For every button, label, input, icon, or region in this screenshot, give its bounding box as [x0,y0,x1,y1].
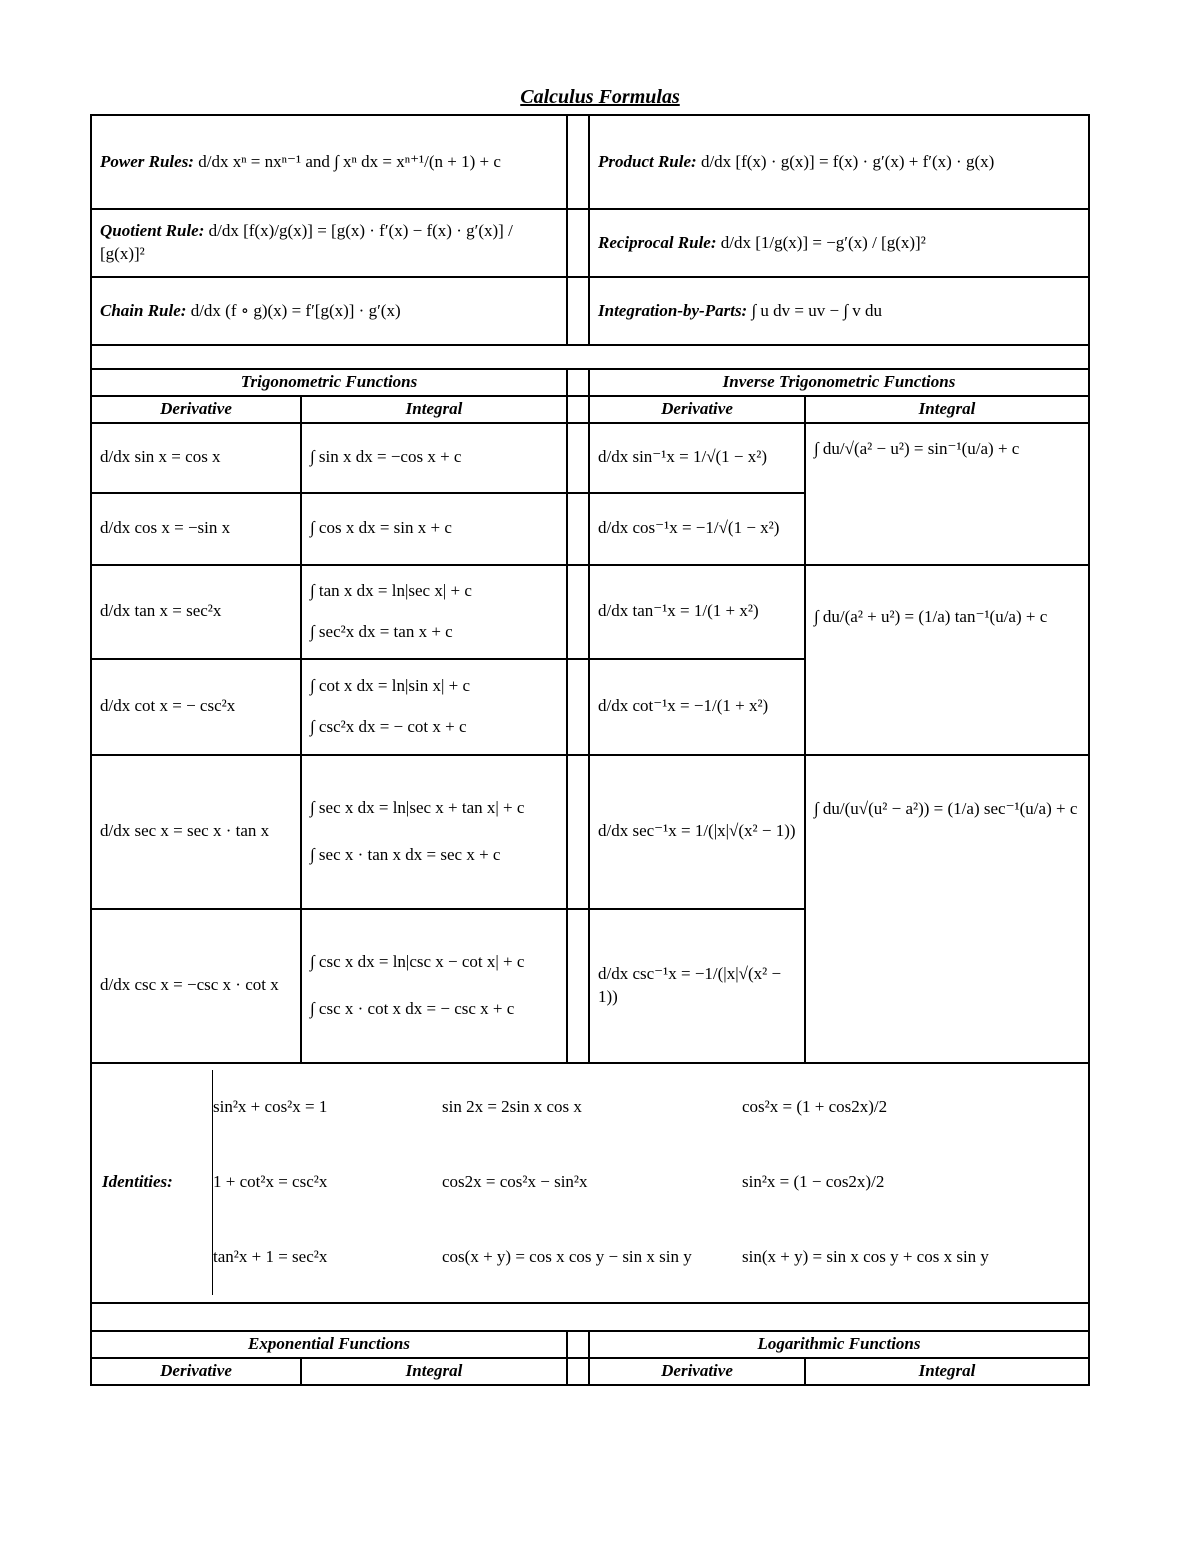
integral-sec-squared-line: ∫ sec²x dx = tan x + c [310,621,453,641]
chain-rule-label: Chain Rule: [100,300,187,320]
integral-csc-squared-line: ∫ csc²x dx = − cot x + c [310,716,467,736]
inverse-trig-derivative-header: Derivative [589,396,805,423]
quotient-rule-label: Quotient Rule: [100,221,205,241]
page-title: Calculus Formulas [520,86,680,108]
trig-derivative-sin: d/dx sin x = cos x [91,423,301,493]
product-rule-label: Product Rule: [598,151,697,171]
trig-derivative-tan: d/dx tan x = sec²x [91,565,301,659]
column-separator [567,1358,589,1385]
trig-derivative-header: Derivative [91,396,301,423]
exponential-section-title: Exponential Functions [91,1331,567,1358]
identity-cot-csc: 1 + cot²x = csc²x [212,1145,442,1220]
column-separator [567,1331,589,1358]
trig-derivative-cot: d/dx cot x = − csc²x [91,659,301,755]
formula-sheet [90,114,1088,1386]
identity-cos-sum: cos(x + y) = cos x cos y − sin x sin y [442,1247,692,1267]
identities-grid [102,1070,1078,1295]
trig-integral-cot [301,659,567,755]
inverse-trig-section-title: Inverse Trigonometric Functions [589,369,1089,396]
column-separator [567,659,589,755]
trig-integral-header: Integral [301,396,567,423]
product-rule-formula: d/dx [f(x) · g(x)] = f(x) · g′(x) + f′(x) · g(x) [700,151,995,171]
formula-table [90,114,1090,1386]
trig-integral-sec [301,755,567,909]
product-rule-cell [589,115,1089,209]
trig-integral-csc [301,909,567,1063]
column-separator [567,369,589,396]
trig-integral-sin: ∫ sin x dx = −cos x + c [301,423,567,493]
inverse-derivative-arccos: d/dx cos⁻¹x = −1/√(1 − x²) [589,493,805,565]
integration-by-parts-label: Integration-by-Parts: [598,300,748,320]
column-separator [567,277,589,345]
integral-csc-cot-line: ∫ csc x · cot x dx = − csc x + c [310,998,515,1018]
trig-derivative-sec: d/dx sec x = sec x · tan x [91,755,301,909]
identity-cos-squared: cos²x = (1 + cos2x)/2 [742,1097,888,1117]
quotient-rule-formula: d/dx [f(x)/g(x)] = [g(x) · f′(x) − f(x) · g′(x)] / [g(x)]² [100,221,513,263]
power-rules-cell [91,115,567,209]
identities-cell [91,1063,1089,1303]
column-separator [567,423,589,493]
column-separator [567,755,589,909]
integral-sec-tan-line: ∫ sec x · tan x dx = sec x + c [310,844,501,864]
power-rules-formula: d/dx xⁿ = nxⁿ⁻¹ and ∫ xⁿ dx = xⁿ⁺¹/(n + 1) + c [198,151,501,171]
inverse-derivative-arcsin: d/dx sin⁻¹x = 1/√(1 − x²) [589,423,805,493]
integral-sec-line: ∫ sec x dx = ln|sec x + tan x| + c [310,797,525,817]
integration-by-parts-cell [589,277,1089,345]
spacer-row [91,1303,1089,1331]
identity-cos-double: cos2x = cos²x − sin²x [442,1172,588,1192]
integration-by-parts-formula: ∫ u dv = uv − ∫ v du [751,300,882,320]
identity-tan-sec: tan²x + 1 = sec²x [212,1220,442,1295]
identity-sin-squared: sin²x = (1 − cos2x)/2 [742,1172,885,1192]
identities-label: Identities: [102,1172,173,1192]
inverse-integral-arcsin: ∫ du/√(a² − u²) = sin⁻¹(u/a) + c [805,423,1089,565]
trig-derivative-cos: d/dx cos x = −sin x [91,493,301,565]
inverse-derivative-arctan: d/dx tan⁻¹x = 1/(1 + x²) [589,565,805,659]
inverse-derivative-arccsc: d/dx csc⁻¹x = −1/(|x|√(x² − 1)) [589,909,805,1063]
logarithmic-section-title: Logarithmic Functions [589,1331,1089,1358]
integral-tan-line: ∫ tan x dx = ln|sec x| + c [310,580,472,600]
reciprocal-rule-label: Reciprocal Rule: [598,232,717,252]
integral-csc-line: ∫ csc x dx = ln|csc x − cot x| + c [310,951,525,971]
identity-pythagorean: sin²x + cos²x = 1 [212,1070,442,1145]
chain-rule-formula: d/dx (f ∘ g)(x) = f′[g(x)] · g′(x) [190,300,401,320]
trig-integral-cos: ∫ cos x dx = sin x + c [301,493,567,565]
chain-rule-cell [91,277,567,345]
column-separator [567,396,589,423]
integral-cot-line: ∫ cot x dx = ln|sin x| + c [310,675,471,695]
reciprocal-rule-cell [589,209,1089,277]
inverse-derivative-arcsec: d/dx sec⁻¹x = 1/(|x|√(x² − 1)) [589,755,805,909]
column-separator [567,115,589,209]
exponential-derivative-header: Derivative [91,1358,301,1385]
column-separator [567,909,589,1063]
identity-sin-double: sin 2x = 2sin x cos x [442,1097,582,1117]
logarithmic-integral-header: Integral [805,1358,1089,1385]
column-separator [567,565,589,659]
column-separator [567,209,589,277]
column-separator [567,493,589,565]
identity-sin-sum: sin(x + y) = sin x cos y + cos x sin y [742,1247,989,1267]
exponential-integral-header: Integral [301,1358,567,1385]
inverse-integral-arctan: ∫ du/(a² + u²) = (1/a) tan⁻¹(u/a) + c [805,565,1089,755]
trig-derivative-csc: d/dx csc x = −csc x · cot x [91,909,301,1063]
inverse-derivative-arccot: d/dx cot⁻¹x = −1/(1 + x²) [589,659,805,755]
trig-integral-tan [301,565,567,659]
spacer-row [91,345,1089,369]
reciprocal-rule-formula: d/dx [1/g(x)] = −g′(x) / [g(x)]² [720,232,926,252]
power-rules-label: Power Rules: [100,151,194,171]
inverse-trig-integral-header: Integral [805,396,1089,423]
trig-section-title: Trigonometric Functions [91,369,567,396]
logarithmic-derivative-header: Derivative [589,1358,805,1385]
quotient-rule-cell [91,209,567,277]
inverse-integral-arcsec: ∫ du/(u√(u² − a²)) = (1/a) sec⁻¹(u/a) + c [805,755,1089,1063]
